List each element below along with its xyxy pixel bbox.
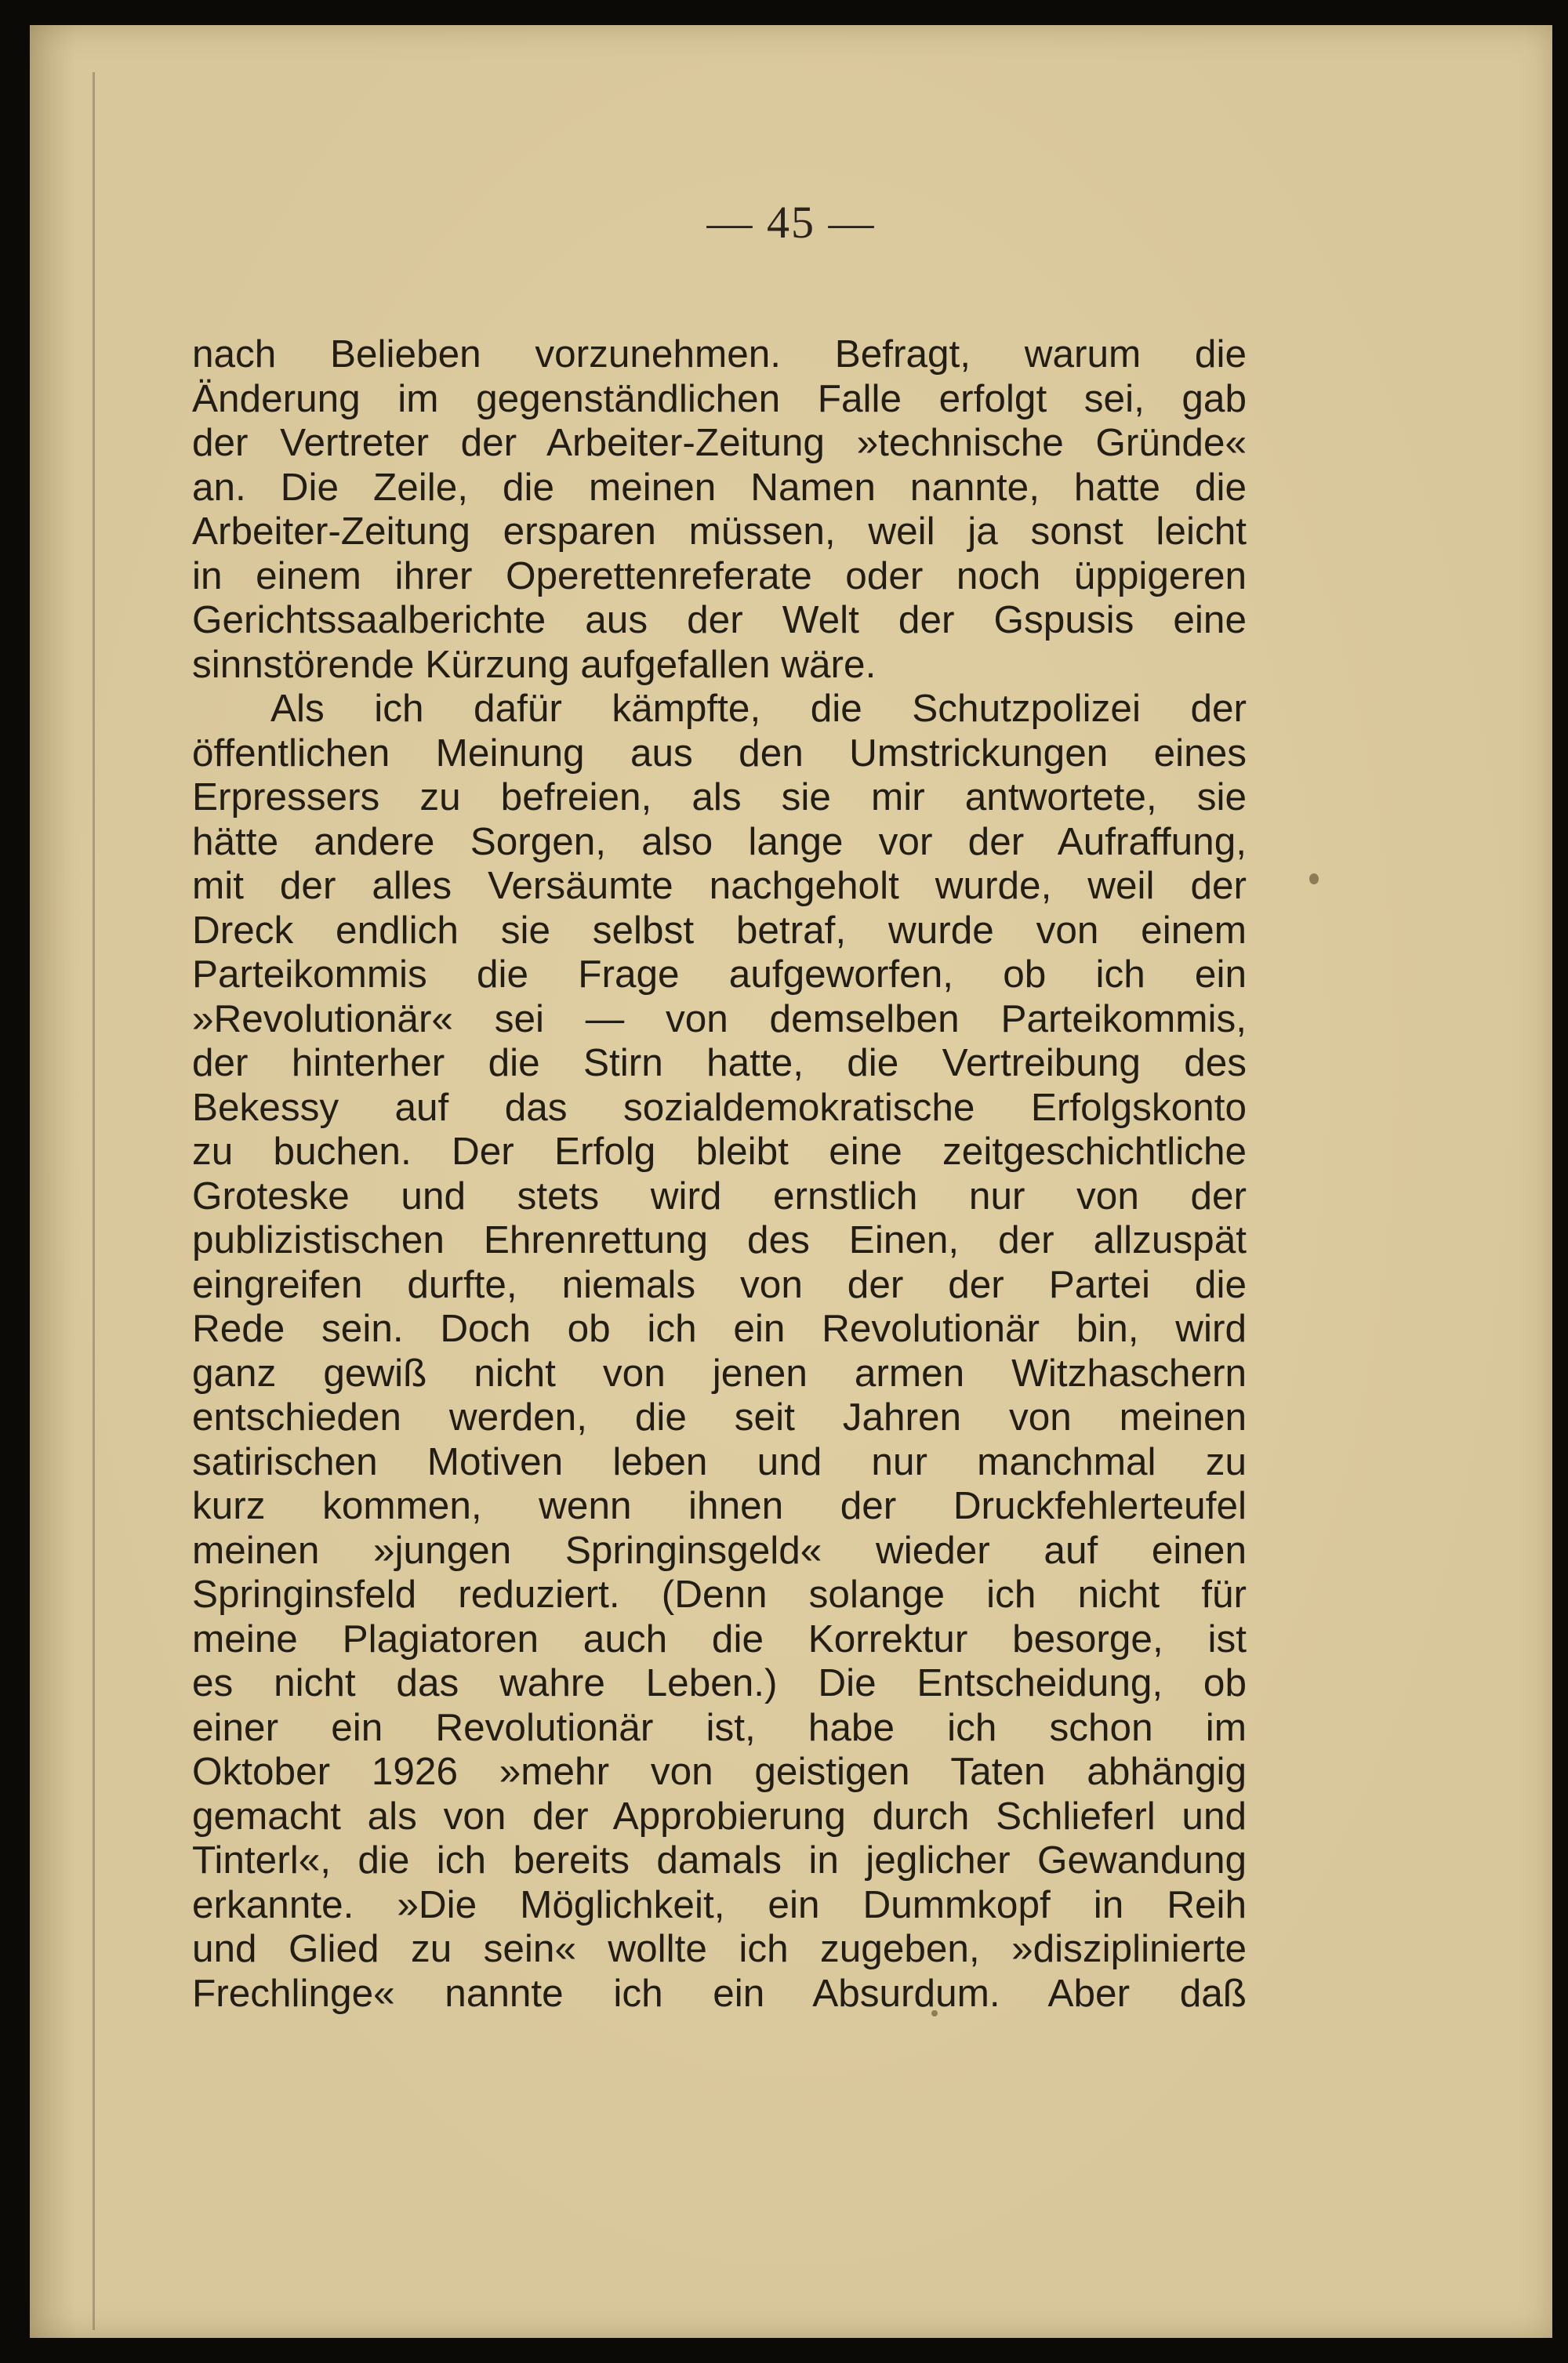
text-line: meine Plagiatoren auch die Korrektur besorge, ist	[192, 1617, 1247, 1661]
page-number: — 45 —	[706, 197, 876, 248]
text-line: einer ein Revolutionär ist, habe ich schon im	[192, 1705, 1247, 1749]
text-line: Dreck endlich sie selbst betraf, wurde von einem	[192, 908, 1247, 952]
text-line: satirischen Motiven leben und nur manchmal zu	[192, 1439, 1247, 1483]
text-line: publizistischen Ehrenrettung des Einen, der allzuspät	[192, 1218, 1247, 1261]
text-line: in einem ihrer Operettenreferate oder noch üppigeren	[192, 554, 1247, 597]
text-line: Rede sein. Doch ob ich ein Revolutionär bin, wird	[192, 1307, 1247, 1350]
text-line: Groteske und stets wird ernstlich nur von der	[192, 1174, 1247, 1218]
text-line: Arbeiter-Zeitung ersparen müssen, weil ja sonst leicht	[192, 510, 1247, 553]
text-line: Änderung im gegenständlichen Falle erfolgt sei, gab	[192, 376, 1247, 420]
text-line: eingreifen durfte, niemals von der der Partei die	[192, 1262, 1247, 1306]
text-line: entschieden werden, die seit Jahren von meinen	[192, 1396, 1247, 1439]
text-line: hätte andere Sorgen, also lange vor der Aufraffung,	[192, 819, 1247, 863]
text-line: nach Belieben vorzunehmen. Befragt, warum die	[192, 332, 1247, 376]
text-line: Tinterl«, die ich bereits damals in jeglicher Gewandung	[192, 1838, 1247, 1882]
binding-gutter	[93, 72, 95, 2330]
text-line: Als ich dafür kämpfte, die Schutzpolizei der	[270, 687, 1247, 730]
text-line: »Revolutionär« sei — von demselben Parteikommis,	[192, 996, 1247, 1040]
text-line: und Glied zu sein« wollte ich zugeben, »disziplinierte	[192, 1927, 1247, 1970]
text-line: meinen »jungen Springinsgeld« wieder auf einen	[192, 1528, 1247, 1572]
text-line: kurz kommen, wenn ihnen der Druckfehlerteufel	[192, 1484, 1247, 1527]
text-line: mit der alles Versäumte nachgeholt wurde, weil der	[192, 864, 1247, 907]
body-text	[192, 332, 1247, 2016]
text-line: erkannte. »Die Möglichkeit, ein Dummkopf in Reih	[192, 1882, 1247, 1926]
text-line: zu buchen. Der Erfolg bleibt eine zeitgeschichtliche	[192, 1130, 1247, 1173]
text-line: gemacht als von der Approbierung durch Schlieferl und	[192, 1794, 1247, 1838]
paper-spot	[1309, 873, 1319, 884]
text-line: öffentlichen Meinung aus den Umstrickungen eines	[192, 731, 1247, 775]
text-line: es nicht das wahre Leben.) Die Entscheidung, ob	[192, 1661, 1247, 1704]
text-line: Bekessy auf das sozialdemokratische Erfolgskonto	[192, 1085, 1247, 1129]
text-line: Oktober 1926 »mehr von geistigen Taten abhängig	[192, 1750, 1247, 1793]
text-line: Erpressers zu befreien, als sie mir antwortete, sie	[192, 775, 1247, 819]
text-line: Springinsfeld reduziert. (Denn solange ich nicht für	[192, 1573, 1247, 1616]
text-line: Frechlinge« nannte ich ein Absurdum. Aber daß	[192, 1971, 1247, 2015]
text-line: Gerichtssaalberichte aus der Welt der Gspusis eine	[192, 598, 1247, 641]
text-line: der Vertreter der Arbeiter-Zeitung »technische Gründe«	[192, 421, 1247, 464]
paper-page	[30, 25, 1552, 2338]
text-line: an. Die Zeile, die meinen Namen nannte, hatte die	[192, 465, 1247, 509]
text-line: sinnstörende Kürzung aufgefallen wäre.	[192, 642, 877, 686]
text-line: der hinterher die Stirn hatte, die Vertreibung des	[192, 1041, 1247, 1084]
text-line: ganz gewiß nicht von jenen armen Witzhaschern	[192, 1351, 1247, 1395]
text-line: Parteikommis die Frage aufgeworfen, ob ich ein	[192, 953, 1247, 996]
